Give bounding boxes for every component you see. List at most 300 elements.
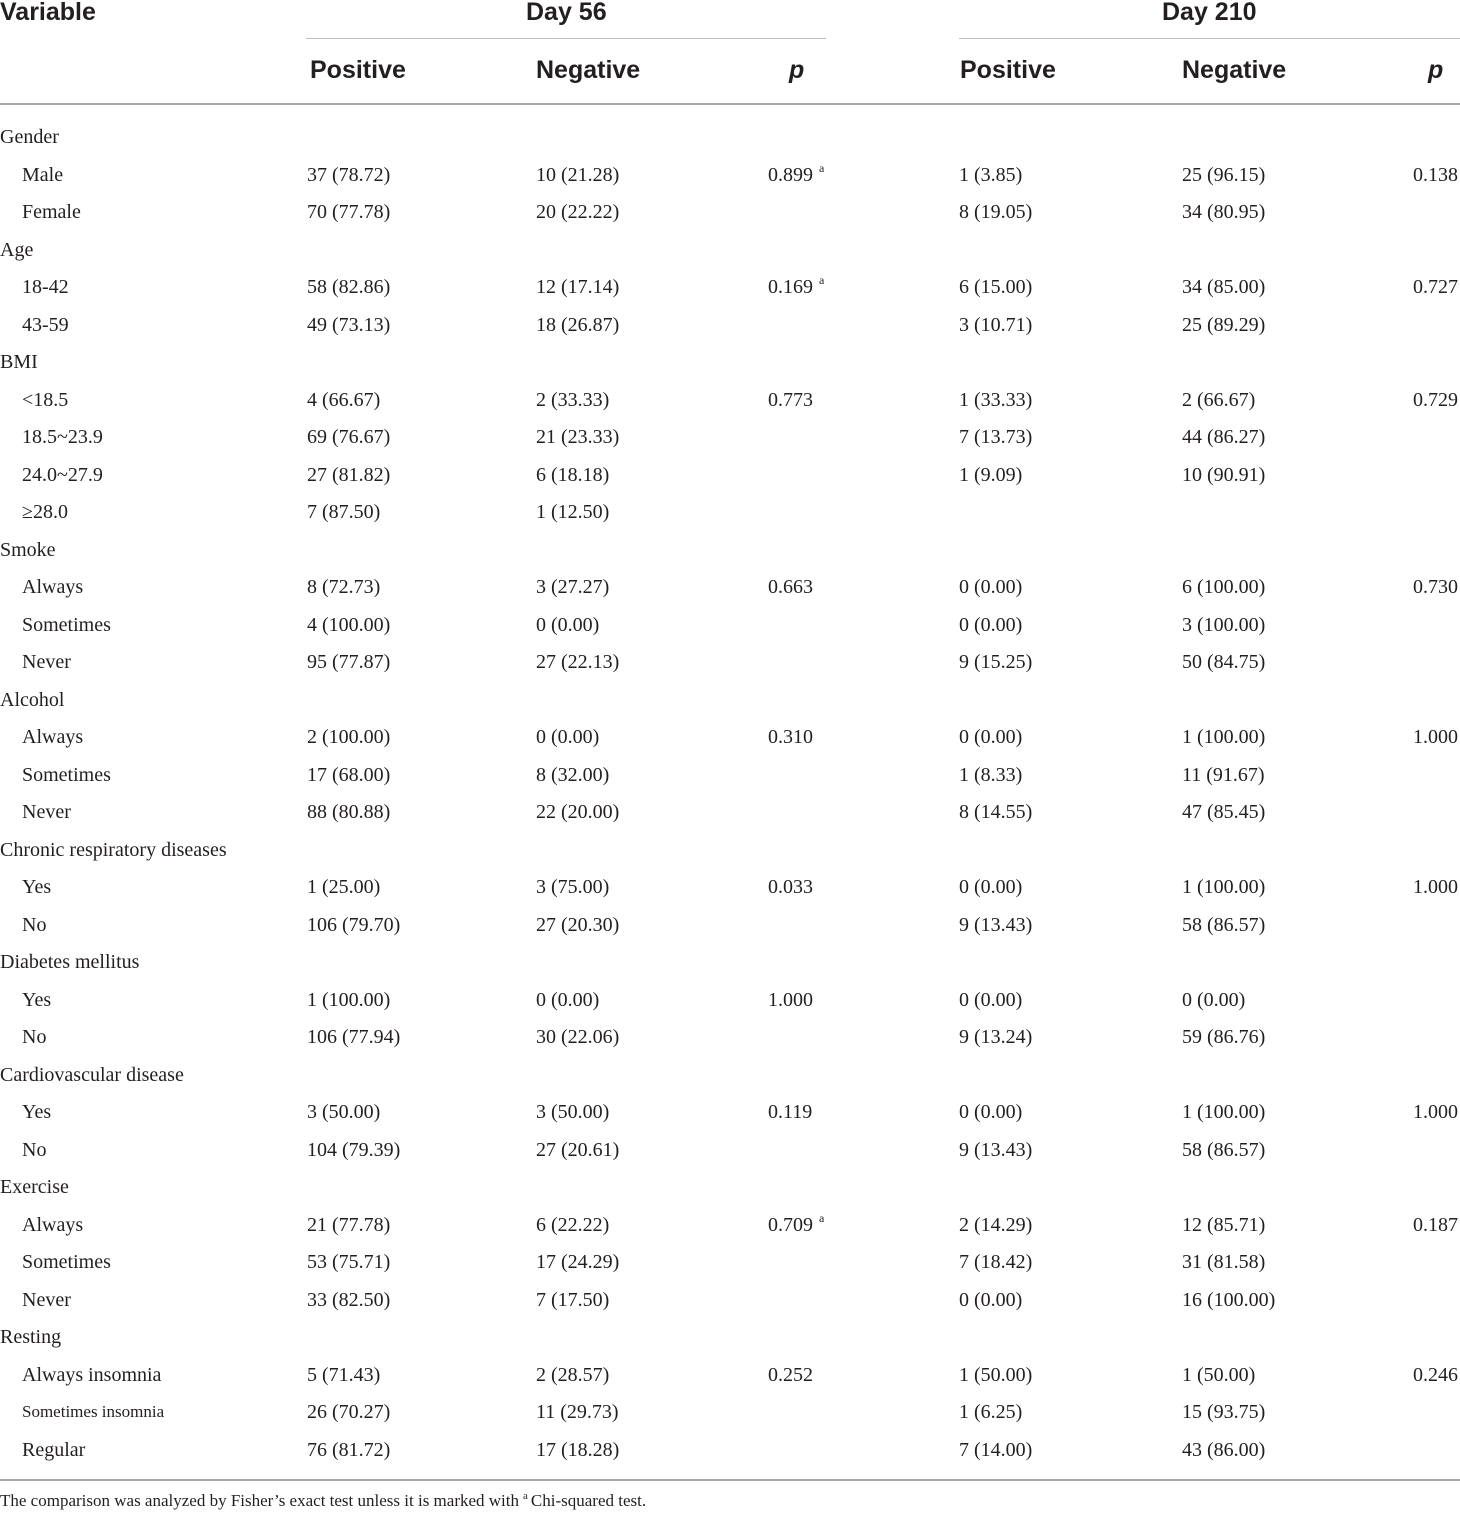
cell-positive-day210 (959, 650, 1032, 674)
cell-p-day210 (1413, 275, 1458, 299)
cell-positive-day210 (959, 1100, 1022, 1124)
cell-value: 8 (72.73) (307, 576, 381, 598)
cell-p-day210 (1413, 163, 1458, 187)
cell-value: 0.246 (1413, 1363, 1458, 1386)
cell-negative-day56 (536, 575, 609, 599)
cell-value: 17 (24.29) (536, 1251, 620, 1273)
row-label: Yes (22, 876, 52, 898)
category-row (0, 950, 1460, 988)
cell-negative-day210 (1182, 650, 1265, 674)
table-row (0, 388, 1460, 426)
cell-negative-day210 (1182, 1138, 1265, 1162)
cell-value: 6 (22.22) (536, 1213, 610, 1236)
category-label: BMI (0, 351, 38, 373)
cell-p-day56 (768, 275, 824, 301)
cell-value: 12 (17.14) (536, 276, 620, 298)
row-label: Always insomnia (22, 1363, 162, 1386)
cell-positive-day56 (307, 1025, 400, 1049)
cell-value: 2 (28.57) (536, 1363, 610, 1386)
row-label: Always (22, 1213, 84, 1236)
table-row (0, 1138, 1460, 1176)
cell-positive-day56 (307, 913, 400, 937)
table-row (0, 725, 1460, 763)
cell-p-day210 (1413, 1100, 1458, 1124)
cell-negative-day210 (1182, 1100, 1265, 1124)
cell-value: 43 (86.00) (1182, 1438, 1266, 1461)
cell-positive-day210 (959, 425, 1032, 449)
table-row (0, 763, 1460, 801)
cell-negative-day56 (536, 1250, 619, 1274)
cell-value: 7 (17.50) (536, 1288, 610, 1311)
header-group-day56: Day 56 (526, 0, 607, 26)
cell-negative-day56 (536, 913, 619, 937)
cell-value: 7 (87.50) (307, 501, 381, 523)
cell-positive-day210 (959, 200, 1032, 224)
cell-value: 27 (81.82) (307, 463, 391, 486)
cell-value: 47 (85.45) (1182, 801, 1266, 823)
cell-positive-day56 (307, 613, 390, 637)
cell-negative-day56 (536, 1025, 619, 1049)
cell-value: 0 (0.00) (959, 576, 1023, 598)
table-row (0, 1250, 1460, 1288)
cell-value: 95 (77.87) (307, 651, 391, 673)
row-label: No (22, 913, 47, 936)
table-row (0, 650, 1460, 688)
category-row (0, 238, 1460, 276)
cell-value: 106 (79.70) (307, 913, 401, 936)
row-label: ≥28.0 (22, 501, 68, 523)
cell-positive-day56 (307, 1400, 390, 1424)
cell-positive-day210 (959, 725, 1022, 749)
table-row (0, 913, 1460, 951)
row-label: 18.5~23.9 (22, 426, 103, 448)
cell-negative-day210 (1182, 763, 1265, 787)
cell-negative-day56 (536, 875, 609, 899)
cell-positive-day56 (307, 725, 390, 749)
category-label: Chronic respiratory diseases (0, 838, 227, 861)
category-label: Age (0, 238, 34, 261)
cell-positive-day56 (307, 1288, 390, 1312)
row-label: Always (22, 726, 84, 748)
cell-value: 6 (100.00) (1182, 576, 1266, 598)
row-label: 18-42 (22, 276, 69, 298)
cell-positive-day56 (307, 800, 390, 824)
cell-positive-day210 (959, 1288, 1022, 1312)
cell-negative-day56 (536, 1438, 619, 1462)
cell-value: 0 (0.00) (1182, 988, 1246, 1011)
cell-value: 0.729 (1413, 388, 1458, 411)
cell-negative-day210 (1182, 1213, 1265, 1237)
cell-negative-day210 (1182, 725, 1265, 749)
header-p-day210: p (1428, 56, 1444, 84)
cell-p-day56 (768, 1363, 813, 1387)
cell-value: 44 (86.27) (1182, 426, 1266, 448)
cell-negative-day56 (536, 1288, 609, 1312)
superscript-marker: a (819, 273, 825, 287)
cell-value: 58 (82.86) (307, 276, 391, 298)
cell-value: 1 (50.00) (1182, 1363, 1256, 1386)
cell-value: 1.000 (768, 988, 813, 1011)
row-label: Never (22, 801, 71, 823)
cell-positive-day210 (959, 1438, 1032, 1462)
cell-p-day56 (768, 388, 813, 412)
cell-p-day210 (1413, 1213, 1458, 1237)
cell-positive-day210 (959, 1138, 1032, 1162)
cell-value: 0.773 (768, 388, 813, 411)
cell-positive-day56 (307, 200, 390, 224)
cell-value: 0 (0.00) (959, 613, 1023, 636)
cell-value: 21 (23.33) (536, 426, 620, 448)
cell-positive-day210 (959, 575, 1022, 599)
table-row (0, 1363, 1460, 1401)
cell-value: 0 (0.00) (536, 988, 600, 1011)
cell-positive-day210 (959, 388, 1032, 412)
cell-negative-day56 (536, 988, 599, 1012)
cell-negative-day210 (1182, 1250, 1265, 1274)
cell-value: 9 (15.25) (959, 651, 1033, 673)
cell-positive-day210 (959, 1250, 1032, 1274)
cell-negative-day56 (536, 275, 619, 299)
cell-value: 20 (22.22) (536, 201, 620, 223)
cell-p-day56 (768, 160, 825, 189)
table-row (0, 425, 1460, 463)
row-label: No (22, 1026, 47, 1048)
row-label: Sometimes insomnia (22, 1402, 165, 1421)
cell-p-day210 (1413, 725, 1458, 749)
cell-value: 9 (13.43) (959, 913, 1033, 936)
cell-value: 0.709 (768, 1213, 813, 1236)
cell-value: 0 (0.00) (959, 726, 1023, 748)
cell-positive-day210 (959, 913, 1032, 937)
cell-positive-day210 (959, 163, 1022, 187)
category-label: Cardiovascular disease (0, 1063, 184, 1086)
cell-negative-day210 (1182, 913, 1265, 937)
cell-value: 1 (6.25) (959, 1401, 1023, 1423)
cell-p-day210 (1413, 575, 1458, 599)
cell-value: 0 (0.00) (536, 726, 600, 748)
cell-value: 7 (13.73) (959, 426, 1033, 448)
cell-value: 0.187 (1413, 1213, 1458, 1236)
cell-negative-day56 (536, 613, 599, 637)
cell-value: 37 (78.72) (307, 163, 391, 186)
cell-negative-day56 (536, 200, 619, 224)
cell-positive-day210 (959, 1213, 1032, 1237)
category-row (0, 538, 1460, 576)
cell-value: 106 (77.94) (307, 1026, 401, 1048)
cell-value: 31 (81.58) (1182, 1251, 1266, 1273)
cell-positive-day56 (307, 575, 380, 599)
cell-negative-day56 (536, 1138, 619, 1162)
cell-value: 16 (100.00) (1182, 1288, 1276, 1311)
cell-value: 15 (93.75) (1182, 1401, 1266, 1423)
category-row (0, 1175, 1460, 1213)
cell-value: 1 (33.33) (959, 388, 1033, 411)
cell-negative-day56 (536, 650, 619, 674)
cell-value: 0.310 (768, 726, 813, 748)
cell-value: 11 (29.73) (536, 1401, 619, 1423)
cell-negative-day56 (536, 1363, 609, 1387)
cell-positive-day56 (307, 1213, 390, 1237)
cell-value: 2 (33.33) (536, 388, 610, 411)
footnote-text: The comparison was analyzed by Fisher’s exact test unless it is marked with (0, 1491, 520, 1510)
row-label: Yes (22, 1101, 52, 1123)
cell-negative-day56 (536, 1400, 619, 1424)
cell-value: 69 (76.67) (307, 426, 391, 448)
cell-negative-day56 (536, 500, 609, 524)
cell-p-day56 (768, 875, 813, 899)
cell-positive-day210 (959, 313, 1032, 337)
cell-negative-day210 (1182, 463, 1265, 487)
cell-value: 0.138 (1413, 163, 1458, 186)
cell-value: 17 (18.28) (536, 1438, 620, 1461)
table-row (0, 1025, 1460, 1063)
row-label: Never (22, 651, 71, 673)
row-label: Never (22, 1288, 71, 1311)
cell-value: 8 (19.05) (959, 201, 1033, 223)
cell-positive-day56 (307, 425, 390, 449)
row-label: <18.5 (22, 388, 69, 411)
table-row (0, 275, 1460, 313)
cell-value: 8 (32.00) (536, 763, 610, 786)
table-row (0, 613, 1460, 651)
category-row (0, 350, 1460, 388)
cell-negative-day210 (1182, 1400, 1265, 1424)
category-label: Gender (0, 126, 59, 148)
cell-p-day210 (1413, 1363, 1458, 1387)
cell-positive-day210 (959, 800, 1032, 824)
cell-value: 4 (66.67) (307, 388, 381, 411)
cell-value: 6 (15.00) (959, 276, 1033, 298)
cell-value: 3 (100.00) (1182, 613, 1266, 636)
cell-negative-day210 (1182, 313, 1265, 337)
category-row (0, 838, 1460, 876)
cell-value: 7 (18.42) (959, 1251, 1033, 1273)
cell-value: 1 (100.00) (1182, 1101, 1266, 1123)
cell-value: 1 (12.50) (536, 501, 610, 523)
cell-value: 26 (70.27) (307, 1401, 391, 1423)
cell-positive-day56 (307, 163, 390, 187)
category-label: Diabetes mellitus (0, 951, 140, 973)
cell-value: 0 (0.00) (959, 1288, 1023, 1311)
cell-value: 1 (9.09) (959, 463, 1023, 486)
cell-positive-day210 (959, 988, 1022, 1012)
cell-negative-day210 (1182, 1363, 1255, 1387)
cell-value: 6 (18.18) (536, 463, 610, 486)
cell-value: 3 (50.00) (536, 1101, 610, 1123)
header-positive-day210: Positive (960, 56, 1056, 84)
cell-value: 17 (68.00) (307, 763, 391, 786)
table-row (0, 988, 1460, 1026)
header-negative-day210: Negative (1182, 56, 1287, 84)
cell-value: 27 (20.61) (536, 1138, 620, 1161)
cell-value: 0.727 (1413, 276, 1458, 298)
cell-value: 3 (10.71) (959, 313, 1033, 336)
cell-value: 27 (22.13) (536, 651, 620, 673)
cell-positive-day210 (959, 1025, 1032, 1049)
category-row (0, 1063, 1460, 1101)
group1-underline (306, 38, 826, 39)
cell-value: 9 (13.24) (959, 1026, 1033, 1048)
cell-value: 7 (14.00) (959, 1438, 1033, 1461)
cell-value: 76 (81.72) (307, 1438, 391, 1461)
table-row (0, 1288, 1460, 1326)
cell-value: 1.000 (1413, 876, 1458, 898)
cell-value: 1.000 (1413, 726, 1458, 748)
cell-value: 49 (73.13) (307, 313, 391, 336)
footnote-superscript: a (523, 1490, 528, 1502)
cell-value: 10 (90.91) (1182, 463, 1266, 486)
cell-value: 0 (0.00) (959, 1101, 1023, 1123)
cell-negative-day210 (1182, 800, 1265, 824)
cell-negative-day56 (536, 1213, 609, 1237)
cell-value: 10 (21.28) (536, 163, 620, 186)
header-group-day210: Day 210 (1162, 0, 1257, 26)
category-label: Alcohol (0, 688, 65, 711)
cell-negative-day56 (536, 725, 599, 749)
cell-negative-day210 (1182, 575, 1265, 599)
row-label: Sometimes (22, 1251, 111, 1273)
cell-value: 3 (27.27) (536, 576, 610, 598)
cell-positive-day210 (959, 275, 1032, 299)
category-row (0, 1325, 1460, 1363)
cell-p-day56 (768, 988, 813, 1012)
cell-negative-day210 (1182, 388, 1255, 412)
cell-value: 0.730 (1413, 576, 1458, 598)
table-row (0, 463, 1460, 501)
table-row (0, 875, 1460, 913)
row-label: Male (22, 163, 64, 186)
cell-value: 2 (14.29) (959, 1213, 1033, 1236)
cell-value: 0.169 (768, 276, 813, 298)
row-label: Yes (22, 988, 52, 1011)
cell-value: 104 (79.39) (307, 1138, 401, 1161)
cell-value: 34 (80.95) (1182, 201, 1266, 223)
cell-positive-day56 (307, 650, 390, 674)
table-row (0, 313, 1460, 351)
cell-value: 0 (0.00) (536, 613, 600, 636)
table-row (0, 160, 1460, 201)
cell-negative-day56 (536, 1100, 609, 1124)
cell-negative-day56 (536, 425, 619, 449)
cell-value: 11 (91.67) (1182, 763, 1265, 786)
cell-negative-day56 (536, 313, 619, 337)
cell-value: 12 (85.71) (1182, 1213, 1266, 1236)
category-label: Exercise (0, 1176, 69, 1198)
table-row (0, 1438, 1460, 1476)
table-row (0, 1100, 1460, 1138)
cell-value: 1.000 (1413, 1101, 1458, 1123)
cell-value: 70 (77.78) (307, 201, 391, 223)
superscript-marker: a (819, 160, 825, 175)
cell-positive-day56 (307, 388, 380, 412)
cell-value: 25 (96.15) (1182, 163, 1266, 186)
row-label: 24.0~27.9 (22, 463, 103, 486)
cell-value: 25 (89.29) (1182, 313, 1266, 336)
cell-value: 3 (75.00) (536, 876, 610, 898)
cell-value: 21 (77.78) (307, 1213, 391, 1236)
cell-negative-day210 (1182, 613, 1265, 637)
cell-value: 0.252 (768, 1363, 813, 1386)
cell-value: 0 (0.00) (959, 988, 1023, 1011)
cell-value: 5 (71.43) (307, 1363, 381, 1386)
table-row (0, 200, 1460, 238)
row-label: Female (22, 201, 81, 223)
category-row (0, 688, 1460, 726)
cell-value: 0.899 (768, 163, 813, 186)
cell-value: 4 (100.00) (307, 613, 391, 636)
cell-positive-day56 (307, 463, 390, 487)
cell-value: 1 (8.33) (959, 763, 1023, 786)
table-bottom-rule (0, 1479, 1460, 1481)
category-row (0, 125, 1460, 163)
header-bottom-rule (0, 103, 1460, 105)
cell-negative-day210 (1182, 875, 1265, 899)
row-label: 43-59 (22, 313, 69, 336)
cell-negative-day210 (1182, 1438, 1265, 1462)
table-row (0, 500, 1460, 538)
cell-negative-day210 (1182, 1025, 1265, 1049)
table-row (0, 800, 1460, 838)
cell-value: 1 (25.00) (307, 876, 381, 898)
header-positive-day56: Positive (310, 56, 406, 84)
cell-value: 59 (86.76) (1182, 1026, 1266, 1048)
cell-positive-day56 (307, 988, 390, 1012)
cell-positive-day210 (959, 875, 1022, 899)
cell-value: 1 (100.00) (1182, 876, 1266, 898)
cell-positive-day210 (959, 463, 1022, 487)
cell-p-day56 (768, 1210, 825, 1239)
cell-negative-day56 (536, 388, 609, 412)
header-p-day56: p (789, 56, 805, 84)
row-label: Always (22, 576, 84, 598)
row-label: Regular (22, 1438, 86, 1461)
cell-value: 88 (80.88) (307, 801, 391, 823)
row-label: No (22, 1138, 47, 1161)
superscript-marker: a (819, 1210, 825, 1225)
header-negative-day56: Negative (536, 56, 641, 84)
cell-value: 1 (100.00) (307, 988, 391, 1011)
cell-value: 53 (75.71) (307, 1251, 391, 1273)
cell-value: 8 (14.55) (959, 801, 1033, 823)
cell-value: 0.663 (768, 576, 813, 598)
cell-positive-day210 (959, 763, 1022, 787)
cell-value: 0.033 (768, 876, 813, 898)
category-label: Resting (0, 1326, 62, 1348)
cell-positive-day56 (307, 275, 390, 299)
cell-positive-day56 (307, 875, 380, 899)
cell-value: 1 (100.00) (1182, 726, 1266, 748)
cell-positive-day210 (959, 1363, 1032, 1387)
cell-p-day210 (1413, 388, 1458, 412)
row-label: Sometimes (22, 763, 111, 786)
group2-underline (959, 38, 1460, 39)
row-label: Sometimes (22, 613, 111, 636)
cell-negative-day210 (1182, 275, 1265, 299)
cell-value: 1 (3.85) (959, 163, 1023, 186)
cell-value: 22 (20.00) (536, 801, 620, 823)
table-row (0, 575, 1460, 613)
cell-positive-day210 (959, 613, 1022, 637)
cell-p-day56 (768, 1100, 812, 1124)
cell-value: 33 (82.50) (307, 1288, 391, 1311)
cell-positive-day56 (307, 1438, 390, 1462)
cell-positive-day56 (307, 500, 380, 524)
category-label: Smoke (0, 538, 56, 561)
cell-negative-day210 (1182, 1288, 1275, 1312)
table-row (0, 1210, 1460, 1251)
cell-p-day56 (768, 725, 813, 749)
cell-positive-day56 (307, 1250, 390, 1274)
